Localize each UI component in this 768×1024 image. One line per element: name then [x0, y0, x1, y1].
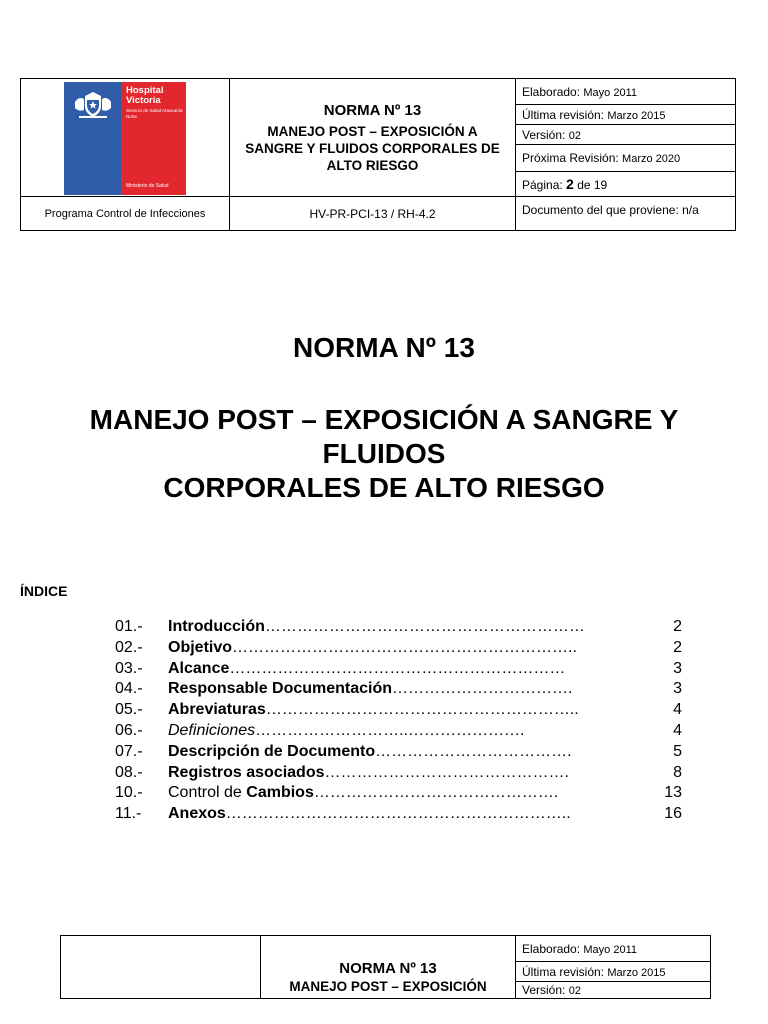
- toc-label: Definiciones: [168, 721, 256, 739]
- toc-row-registros: [115, 763, 682, 784]
- document-header-table: [20, 78, 736, 231]
- logo-hospital-line2: Victoria: [126, 95, 161, 106]
- next-page-title-norma: NORMA Nº 13: [339, 960, 437, 977]
- toc-page-number: 13: [664, 784, 682, 802]
- toc-leader-dots: ………………………………………………………..: [225, 805, 571, 823]
- document-title-norma: NORMA Nº 13: [293, 332, 475, 363]
- toc-row-alcance: [115, 659, 682, 680]
- toc-leader-dots: ………………………………………………………..: [232, 638, 577, 656]
- header-elaborado: Elaborado: Mayo 2011: [516, 79, 736, 105]
- toc-row-descripcion: [115, 742, 682, 763]
- next-page-version: Versión: 02: [516, 982, 711, 999]
- header-source-document: Documento del que proviene: n/a: [516, 197, 736, 231]
- toc-label: Abreviaturas: [168, 701, 266, 719]
- toc-leader-dots: ……………………………….: [375, 742, 572, 760]
- toc-label: Objetivo: [168, 638, 233, 656]
- next-page-title-subject: MANEJO POST – EXPOSICIÓN: [289, 979, 487, 994]
- toc-leader-dots: ………………………………………………………: [229, 659, 566, 677]
- table-of-contents: [115, 617, 682, 825]
- next-page-logo-cell: [61, 936, 261, 999]
- header-title-norma: NORMA Nº 13: [323, 101, 422, 119]
- document-title-subject: [0, 403, 768, 505]
- toc-row-anexos: [115, 804, 682, 825]
- elaborado-value: Mayo 2011: [583, 86, 637, 99]
- header-title-subject: MANEJO POST – EXPOSICIÓN A SANGRE Y FLUIDOS CORPORALES DE ALTO RIESGO: [245, 123, 500, 173]
- toc-label: Descripción de Documento: [168, 742, 376, 760]
- toc-row-control-cambios: [115, 783, 682, 804]
- next-page-title-cell: [261, 936, 516, 999]
- toc-label-part-a: Control de: [168, 784, 247, 802]
- toc-number: 10.-: [115, 784, 143, 802]
- toc-page-number: 16: [664, 805, 682, 823]
- header-pagina: Página: 2 de 19: [516, 172, 736, 197]
- toc-page-number: 2: [673, 638, 682, 656]
- document-title-line2: FLUIDOS: [322, 438, 446, 469]
- toc-label: [168, 784, 314, 801]
- toc-number: 01.-: [115, 618, 143, 635]
- header-program: Programa Control de Infecciones: [21, 197, 230, 231]
- toc-page-number: 5: [673, 742, 682, 760]
- proxima-value: Marzo 2020: [622, 153, 681, 165]
- hospital-logo: [64, 82, 186, 195]
- toc-leader-dots: …………………………………………………..: [265, 701, 579, 719]
- toc-leader-dots: ……………………………………………………: [264, 618, 585, 635]
- toc-label: Registros asociados: [168, 763, 325, 781]
- toc-row-abreviaturas: [115, 700, 682, 721]
- toc-label-part-b: Cambios: [246, 784, 314, 802]
- logo-service-text: Servicio de Salud Araucanía Norte: [126, 108, 183, 119]
- toc-label: Introducción: [168, 618, 265, 635]
- toc-number: 04.-: [115, 680, 143, 698]
- index-heading: ÍNDICE: [20, 583, 68, 599]
- next-page-header-table: [60, 935, 711, 999]
- toc-leader-dots: …………………………….: [392, 680, 573, 698]
- toc-page-number: 8: [673, 763, 682, 781]
- toc-page-number: 4: [673, 701, 682, 719]
- document-title-line3: CORPORALES DE ALTO RIESGO: [163, 472, 605, 503]
- toc-number: 02.-: [115, 638, 143, 656]
- toc-row-introduccion: [115, 617, 682, 638]
- toc-number: 05.-: [115, 701, 143, 719]
- toc-page-number: 4: [673, 721, 682, 739]
- toc-row-objetivo: [115, 638, 682, 659]
- logo-ministry-text: Ministerio de Salud: [126, 183, 169, 189]
- next-page-ultima-revision: Última revisión: Marzo 2015: [516, 962, 711, 982]
- toc-number: 03.-: [115, 659, 143, 677]
- pagina-total: de 19: [577, 178, 608, 192]
- toc-leader-dots: ……………………………………….: [324, 763, 569, 781]
- next-page-elaborado: Elaborado: Mayo 2011: [516, 936, 711, 962]
- header-proxima-revision: Próxima Revisión: Marzo 2020: [516, 145, 736, 172]
- document-title-line1: MANEJO POST – EXPOSICIÓN A SANGRE Y: [89, 404, 679, 435]
- header-title-cell: [230, 79, 516, 197]
- toc-page-number: 2: [673, 618, 682, 635]
- toc-number: 07.-: [115, 742, 143, 760]
- header-code: HV-PR-PCI-13 / RH-4.2: [230, 197, 516, 231]
- toc-label: Anexos: [168, 805, 226, 823]
- toc-row-definiciones: [115, 721, 682, 742]
- toc-label: Alcance: [168, 659, 230, 677]
- toc-label: Responsable Documentación: [168, 680, 393, 698]
- pagina-current: 2: [566, 176, 574, 192]
- toc-number: 11.-: [115, 805, 142, 823]
- toc-page-number: 3: [673, 680, 682, 698]
- coat-of-arms-icon: [71, 90, 115, 120]
- toc-leader-dots: ………………………..………………….: [255, 721, 525, 739]
- version-value: 02: [568, 129, 581, 142]
- toc-leader-dots: ……………………………………….: [313, 784, 559, 802]
- toc-number: 08.-: [115, 763, 143, 781]
- logo-hospital-line1: Hospital: [126, 85, 164, 96]
- toc-page-number: 3: [673, 659, 682, 677]
- logo-cell: [21, 79, 230, 197]
- toc-number: 06.-: [115, 721, 143, 739]
- revision-value: Marzo 2015: [607, 109, 666, 122]
- toc-row-responsable: [115, 679, 682, 700]
- header-version: Versión: 02: [516, 125, 736, 145]
- header-ultima-revision: Última revisión: Marzo 2015: [516, 105, 736, 125]
